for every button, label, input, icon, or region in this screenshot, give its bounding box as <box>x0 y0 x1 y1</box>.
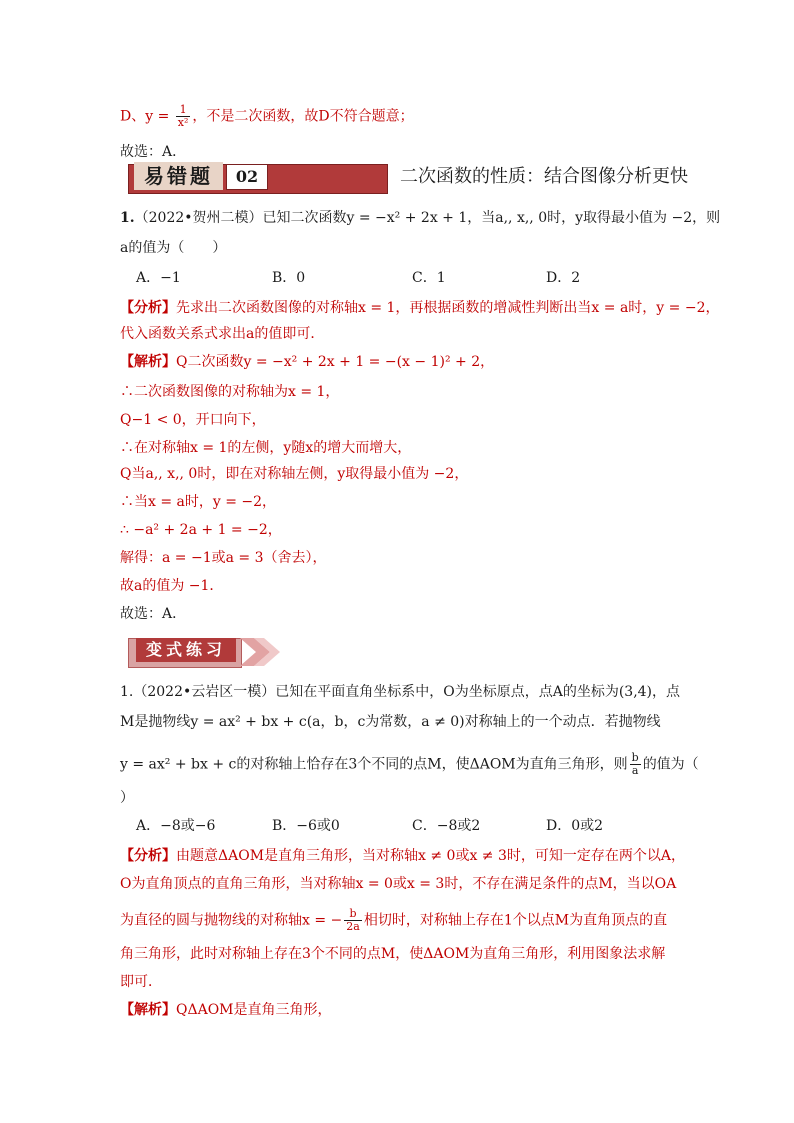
q2-analysis-line4: 角三角形，此时对称轴上存在3个不同的点M，使ΔAOM为直角三角形，利用图象法求解 <box>120 946 666 962</box>
q1-solution-line10: 故选：A． <box>120 606 187 622</box>
banner-title: 二次函数的性质：结合图像分析更快 <box>400 166 688 187</box>
variant-banner <box>128 636 278 668</box>
q1-solution-line8: 解得：a = −1或a = 3（舍去）， <box>120 550 327 566</box>
banner-number: 02 <box>226 164 268 190</box>
fraction: $\frac{b}{a}$ <box>631 751 639 777</box>
q2-solution-line1: 【解析】QΔAOM是直角三角形， <box>120 1002 332 1018</box>
choice-a: A．−8或−6 <box>136 818 216 834</box>
q2-stem-line3: y = ax² + bx + c的对称轴上恰存在3个不同的点M，使ΔAOM为直角三角形，则 $\frac{b}{a}$ 的值为（ <box>120 751 699 777</box>
answer-line: 故选：A． <box>120 144 187 160</box>
q1-analysis-line2: 代入函数关系式求出a的值即可． <box>120 326 325 342</box>
choice-d: D．2 <box>546 270 581 286</box>
q1-solution-line4: ∴在对称轴x = 1的左侧，y随x的增大而增大， <box>120 440 412 456</box>
banner-label: 易错题 <box>134 162 223 190</box>
q2-stem-line4: ） <box>120 790 134 806</box>
q2-stem-line1: 1.（2022•云岩区一模）已知在平面直角坐标系中，O为坐标原点，点A的坐标为(3,4)，点 <box>120 684 681 700</box>
fraction: $\frac{b}{2a}$ <box>346 907 360 933</box>
variant-label: 变式练习 <box>136 638 236 662</box>
q2-analysis-line3: 为直径的圆与抛物线的对称轴x = − $\frac{b}{2a}$ 相切时，对称轴上存在1个以点M为直角顶点的直 <box>120 907 668 933</box>
choice-b: B．−6或0 <box>272 818 340 834</box>
q1-solution-line9: 故a的值为 −1． <box>120 578 224 594</box>
q1-solution-line1: 【解析】Q二次函数y = −x² + 2x + 1 = −(x − 1)² + 2， <box>120 354 495 370</box>
chevron-right-icon <box>240 636 280 668</box>
q1-stem-line1: 1.（2022•贺州二模）已知二次函数y = −x² + 2x + 1，当a,, x,, 0时，y取得最小值为 −2，则 <box>120 210 721 226</box>
choice-a: A．−1 <box>136 270 181 286</box>
q2-analysis-line5: 即可． <box>120 974 162 990</box>
q1-solution-line7: ∴ −a² + 2a + 1 = −2， <box>120 522 282 538</box>
q1-analysis-line1: 【分析】先求出二次函数图像的对称轴x = 1，再根据函数的增减性判断出当x = a时，y = −2， <box>120 300 720 316</box>
q2-analysis-line1: 【分析】由题意ΔAOM是直角三角形，当对称轴x ≠ 0或x ≠ 3时，可知一定存在两个以A， <box>120 848 686 864</box>
error-banner <box>120 162 688 192</box>
q1-stem-line2: a的值为（ ） <box>120 240 227 256</box>
q1-solution-line2: ∴二次函数图像的对称轴为x = 1， <box>120 384 340 400</box>
choice-d: D．0或2 <box>546 818 604 834</box>
option-d-line: D、y = $\frac{1}{\text{x²}}$ ，不是二次函数，故D不符合题意； <box>120 103 414 129</box>
q2-analysis-line2: O为直角顶点的直角三角形，当对称轴x = 0或x = 3时，不存在满足条件的点M，当以OA <box>120 876 677 892</box>
q1-solution-line6: ∴当x = a时，y = −2， <box>120 494 277 510</box>
choice-c: C．1 <box>412 270 446 286</box>
q1-solution-line5: Q当a,, x,, 0时，即在对称轴左侧，y取得最小值为 −2， <box>120 466 469 482</box>
choice-b: B．0 <box>272 270 306 286</box>
q1-solution-line3: Q−1 < 0，开口向下， <box>120 412 266 428</box>
fraction: $\frac{1}{\text{x²}}$ <box>177 103 189 129</box>
choice-c: C．−8或2 <box>412 818 481 834</box>
q2-stem-line2: M是抛物线y = ax² + bx + c(a，b，c为常数，a ≠ 0)对称轴上的一个动点．若抛物线 <box>120 714 661 730</box>
